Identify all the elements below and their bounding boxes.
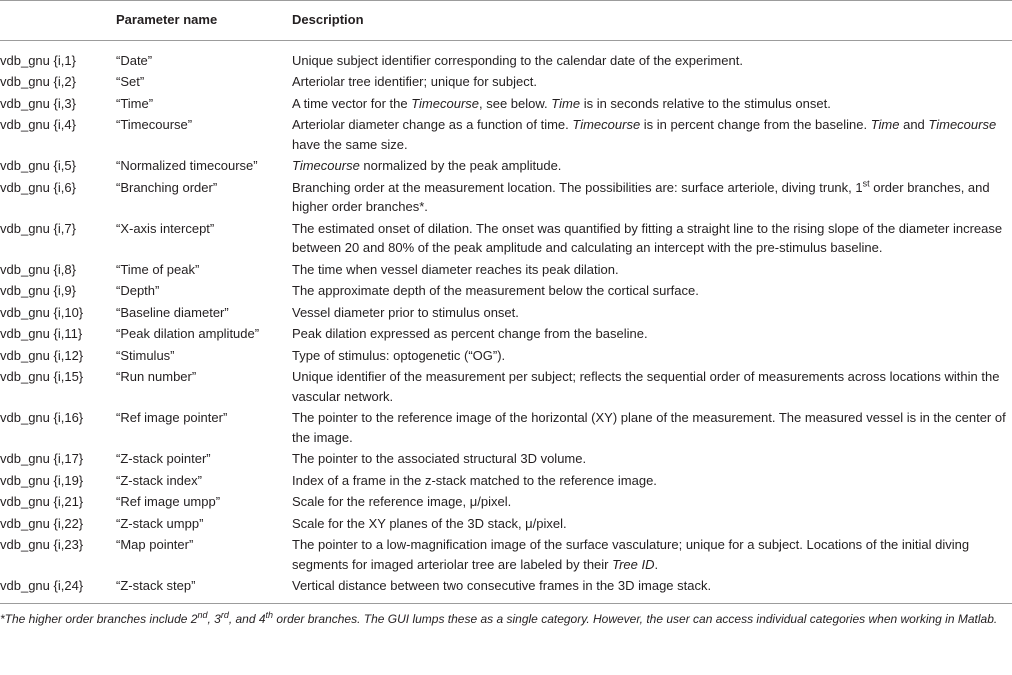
row-description [292, 346, 1012, 368]
text-run: and [899, 117, 929, 132]
table-row [0, 492, 1012, 514]
text-run: The time when vessel diameter reaches its peak dilation. [292, 261, 619, 277]
row-description [292, 156, 1012, 178]
table-row [0, 281, 1012, 303]
row-description [292, 471, 1012, 493]
text-run: Vessel diameter prior to stimulus onset. [292, 304, 519, 320]
table-row [0, 303, 1012, 325]
row-parameter-name: “Time” [116, 95, 154, 111]
row-identifier: vdb_gnu {i,22} [0, 515, 84, 531]
header-row [0, 1, 1012, 41]
row-identifier: vdb_gnu {i,9} [0, 283, 76, 298]
row-description [292, 367, 1012, 408]
row-parameter-name: “Peak dilation amplitude” [116, 326, 260, 341]
text-run: Scale for the XY planes of the 3D stack, μ/pixel. [292, 515, 567, 531]
row-description [292, 260, 1012, 282]
row-parameter-name: “Z-stack pointer” [116, 451, 211, 466]
text-run: Arteriolar diameter change as a function of time. [292, 117, 573, 132]
row-identifier: vdb_gnu {i,3} [0, 95, 76, 111]
row-parameter-name: “Normalized timecourse” [116, 158, 258, 173]
row-parameter-name: “Z-stack index” [116, 472, 202, 488]
italic-text: Timecourse [928, 117, 997, 132]
text-run: Type of stimulus: optogenetic (“OG”). [292, 347, 506, 363]
row-description [292, 219, 1012, 260]
row-description [292, 303, 1012, 325]
row-identifier: vdb_gnu {i,19} [0, 472, 84, 488]
text-run: The pointer to a low-magnification image of the surface vasculature; unique for a subject. Locations of the initial diving segments for imaged arteriolar tree are labeled by their [292, 537, 970, 572]
row-identifier: vdb_gnu {i,7} [0, 220, 76, 236]
text-run: Scale for the reference image, μ/pixel. [292, 494, 512, 509]
row-identifier: vdb_gnu {i,17} [0, 451, 84, 466]
text-run: , 3 [207, 611, 221, 626]
table-row [0, 40, 1012, 72]
row-description [292, 576, 1012, 603]
header-index [0, 1, 116, 41]
row-parameter-name: “Ref image pointer” [116, 410, 228, 425]
superscript-text: st [862, 178, 870, 189]
text-run: . [654, 556, 659, 572]
text-run: The pointer to the reference image of the horizontal (XY) plane of the measurement. The measured vessel is in the center of the image. [292, 410, 1006, 445]
italic-text: Timecourse [292, 158, 360, 173]
text-run: normalized by the peak amplitude. [359, 158, 562, 173]
row-parameter-name: “Z-stack umpp” [116, 515, 204, 531]
text-run: is in percent change from the baseline. [640, 117, 871, 132]
text-run: The approximate depth of the measurement below the cortical surface. [292, 283, 699, 298]
row-identifier: vdb_gnu {i,8} [0, 261, 76, 277]
row-description [292, 40, 1012, 72]
table-row [0, 367, 1012, 408]
row-description [292, 281, 1012, 303]
table-row [0, 219, 1012, 260]
row-description [292, 408, 1012, 449]
row-identifier: vdb_gnu {i,11} [0, 326, 83, 341]
text-run: , see below. [479, 95, 552, 111]
text-run: have the same size. [292, 136, 408, 152]
table-row [0, 346, 1012, 368]
row-parameter-name: “Date” [116, 52, 153, 68]
row-identifier: vdb_gnu {i,10} [0, 304, 84, 320]
row-parameter-name: “Z-stack step” [116, 578, 196, 593]
text-run: Branching order at the measurement location. The possibilities are: surface arteriole, diving trunk, 1 [292, 179, 863, 195]
superscript-text: nd [197, 609, 208, 620]
table-row [0, 471, 1012, 493]
italic-text: Time [551, 95, 581, 111]
row-identifier: vdb_gnu {i,12} [0, 347, 84, 363]
table-row [0, 449, 1012, 471]
row-parameter-name: “Timecourse” [116, 117, 193, 132]
row-parameter-name: “Branching order” [116, 179, 218, 195]
row-identifier: vdb_gnu {i,16} [0, 410, 84, 425]
row-parameter-name: “Ref image umpp” [116, 494, 221, 509]
row-identifier: vdb_gnu {i,23} [0, 537, 84, 552]
table-row [0, 115, 1012, 156]
text-run: Peak dilation expressed as percent change from the baseline. [292, 326, 648, 341]
row-parameter-name: “Baseline diameter” [116, 304, 229, 320]
row-description [292, 72, 1012, 94]
row-description [292, 449, 1012, 471]
text-run: order branches. The GUI lumps these as a single category. However, the user can access individual categories when working in Matlab. [273, 611, 998, 626]
table-row [0, 514, 1012, 536]
text-run: is in seconds relative to the stimulus onset. [580, 95, 831, 111]
italic-text: Tree ID [612, 556, 655, 572]
header-description: Description [292, 1, 1012, 41]
row-identifier: vdb_gnu {i,1} [0, 52, 76, 68]
row-description [292, 492, 1012, 514]
row-description [292, 324, 1012, 346]
superscript-text: rd [220, 609, 229, 620]
row-identifier: vdb_gnu {i,5} [0, 158, 76, 173]
row-description [292, 514, 1012, 536]
row-parameter-name: “Set” [116, 74, 145, 89]
table-footnote [0, 604, 1012, 628]
header-parameter-name: Parameter name [116, 1, 292, 41]
row-identifier: vdb_gnu {i,4} [0, 117, 76, 132]
table-header [0, 1, 1012, 41]
table-row [0, 156, 1012, 178]
row-identifier: vdb_gnu {i,21} [0, 494, 84, 509]
table-body [0, 40, 1012, 603]
row-parameter-name: “X-axis intercept” [116, 220, 215, 236]
table-row [0, 178, 1012, 219]
table-row [0, 535, 1012, 576]
text-run: *The higher order branches include 2 [0, 611, 198, 626]
table-row [0, 408, 1012, 449]
text-run: Unique identifier of the measurement per subject; reflects the sequential order of measurements across locations within the vascular network. [292, 369, 1000, 404]
row-parameter-name: “Depth” [116, 283, 160, 298]
text-run: , and 4 [228, 611, 266, 626]
italic-text: Timecourse [572, 117, 641, 132]
row-description [292, 535, 1012, 576]
row-parameter-name: “Run number” [116, 369, 197, 384]
row-parameter-name: “Map pointer” [116, 537, 194, 552]
text-run: The estimated onset of dilation. The onset was quantified by fitting a straight line to the rising slope of the diameter increase between 20 and 80% of the peak amplitude and calculating an intercept with the pre-stimulus baseline. [292, 220, 1003, 255]
row-description [292, 178, 1012, 219]
row-parameter-name: “Stimulus” [116, 347, 175, 363]
text-run: The pointer to the associated structural 3D volume. [292, 451, 587, 466]
text-run: Unique subject identifier corresponding to the calendar date of the experiment. [292, 52, 743, 68]
row-parameter-name: “Time of peak” [116, 261, 200, 277]
table-row [0, 72, 1012, 94]
italic-text: Time [870, 117, 900, 132]
table-row [0, 324, 1012, 346]
row-identifier: vdb_gnu {i,24} [0, 578, 84, 593]
row-identifier: vdb_gnu {i,15} [0, 369, 84, 384]
row-description [292, 115, 1012, 156]
text-run: Arteriolar tree identifier; unique for subject. [292, 74, 537, 89]
row-identifier: vdb_gnu {i,2} [0, 74, 76, 89]
text-run: Vertical distance between two consecutive frames in the 3D image stack. [292, 578, 712, 593]
row-identifier: vdb_gnu {i,6} [0, 179, 76, 195]
text-run: Index of a frame in the z-stack matched to the reference image. [292, 472, 657, 488]
text-run: order branches, and higher order branches*. [292, 179, 990, 214]
table-row [0, 94, 1012, 116]
text-run: A time vector for the [292, 95, 412, 111]
italic-text: Timecourse [411, 95, 480, 111]
superscript-text: th [265, 609, 274, 620]
row-description [292, 94, 1012, 116]
table-row [0, 576, 1012, 603]
table-row [0, 260, 1012, 282]
